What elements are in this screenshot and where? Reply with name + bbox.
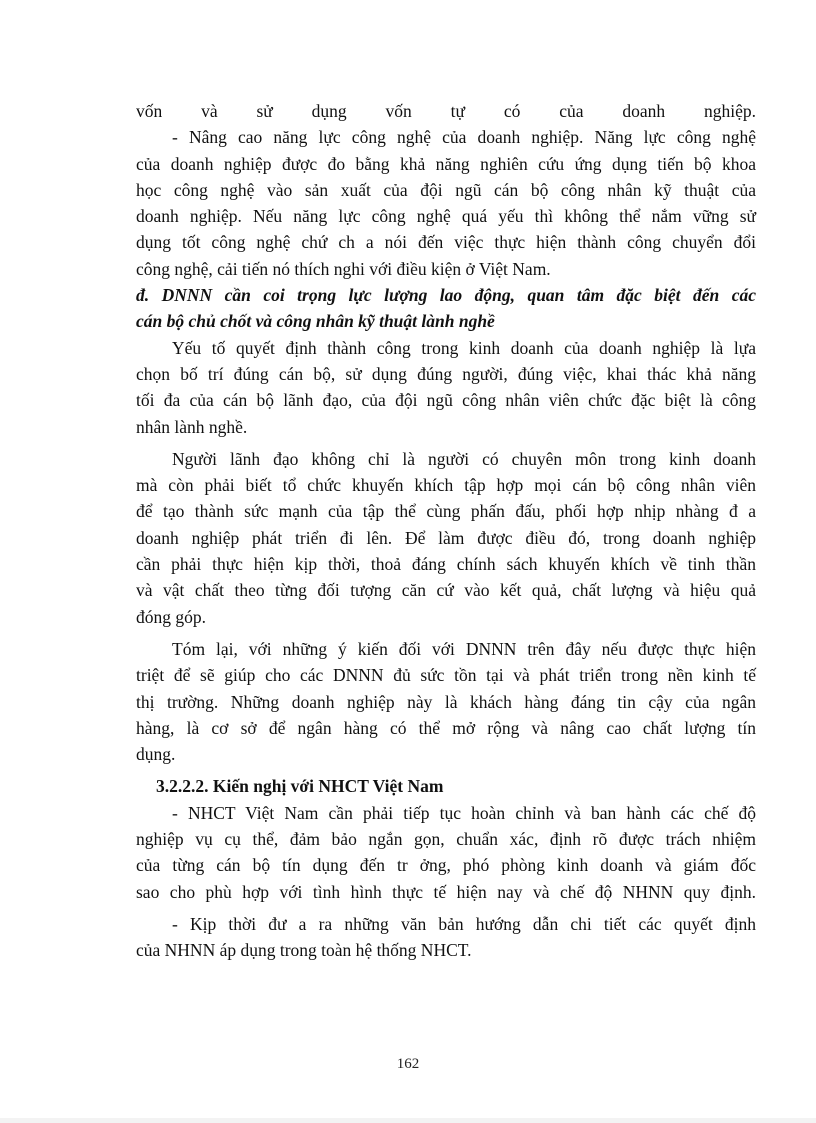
text-line: Người lãnh đạo không chỉ là người có chuyên môn trong kinh doanh [172, 448, 756, 469]
subsection-heading: 3.2.2.2. Kiến nghị với NHCT Việt Nam [156, 776, 444, 797]
section-heading: cán bộ chủ chốt và công nhân kỹ thuật lành nghề [136, 311, 495, 332]
text-line: Tóm lại, với những ý kiến đối với DNNN trên đây nếu được thực hiện [172, 638, 756, 659]
text-line: công nghệ, cải tiến nó thích nghi với điều kiện ở Việt Nam. [136, 258, 551, 279]
text-line: - Kịp thời đư a ra những văn bản hướng dẫn chi tiết các quyết định [172, 913, 756, 934]
text-line: - NHCT Việt Nam cần phải tiếp tục hoàn chỉnh và ban hành các chế độ [172, 802, 756, 823]
document-page [136, 98, 756, 964]
text-line: chọn bố trí đúng cán bộ, sử dụng đúng người, đúng việc, khai thác khả năng [136, 363, 756, 384]
text-line: Yếu tố quyết định thành công trong kinh doanh của doanh nghiệp là lựa [172, 337, 756, 358]
page-number: 162 [396, 1056, 420, 1072]
text-line: của NHNN áp dụng trong toàn hệ thống NHCT. [136, 940, 472, 961]
text-line: của doanh nghiệp được đo bằng khả năng nghiên cứu ứng dụng tiến bộ khoa [136, 153, 756, 174]
text-line: mà còn phải biết tổ chức khuyến khích tập hợp mọi cán bộ công nhân viên [136, 475, 756, 496]
text-line: để tạo thành sức mạnh của tập thể cùng phấn đấu, phối hợp nhịp nhàng đ a [136, 501, 756, 522]
text-line: vốn và sử dụng vốn tự có của doanh nghiệp. [136, 101, 756, 121]
page-bottom-edge [0, 1118, 816, 1123]
text-line: doanh nghiệp phát triển đi lên. Để làm được điều đó, trong doanh nghiệp [136, 527, 756, 548]
text-line: của từng cán bộ tín dụng đến tr ởng, phó phòng kinh doanh và giám đốc [136, 855, 756, 876]
text-line: đóng góp. [136, 606, 206, 627]
text-line: dụng. [136, 744, 176, 765]
text-line: hàng, là cơ sở để ngân hàng có thể mở rộng và nâng cao chất lượng tín [136, 717, 756, 738]
text-line: triệt để sẽ giúp cho các DNNN đủ sức tồn tại và phát triển trong nền kinh tế [136, 665, 756, 686]
text-line: tối đa của cán bộ lãnh đạo, của đội ngũ công nhân viên chức đặc biệt là công [136, 390, 756, 411]
text-line: học công nghệ vào sản xuất của đội ngũ cán bộ công nhân kỹ thuật của [136, 179, 756, 200]
text-line: và vật chất theo từng đối tượng căn cứ vào kết quả, chất lượng và hiệu quả [136, 580, 756, 601]
text-line: doanh nghiệp. Nếu năng lực công nghệ quá yếu thì không thể nắm vững sử [136, 206, 756, 227]
text-line: nhân lành nghề. [136, 416, 248, 437]
section-heading: đ. DNNN cần coi trọng lực lượng lao động, quan tâm đặc biệt đến các [136, 285, 756, 306]
text-line: - Nâng cao năng lực công nghệ của doanh nghiệp. Năng lực công nghệ [172, 127, 756, 148]
text-line: thị trường. Những doanh nghiệp này là khách hàng đáng tin cậy của ngân [136, 691, 756, 712]
text-line: cần phải thực hiện kịp thời, thoả đáng chính sách khuyến khích về tinh thần [136, 554, 756, 575]
text-line: nghiệp vụ cụ thể, đảm bảo ngắn gọn, chuẩn xác, định rõ được trách nhiệm [136, 829, 756, 850]
text-line: sao cho phù hợp với tình hình thực tế hiện nay và chế độ NHNN quy định. [136, 881, 756, 902]
text-line: dụng tốt công nghệ chứ ch a nói đến việc thực hiện thành công chuyển đổi [136, 232, 756, 253]
